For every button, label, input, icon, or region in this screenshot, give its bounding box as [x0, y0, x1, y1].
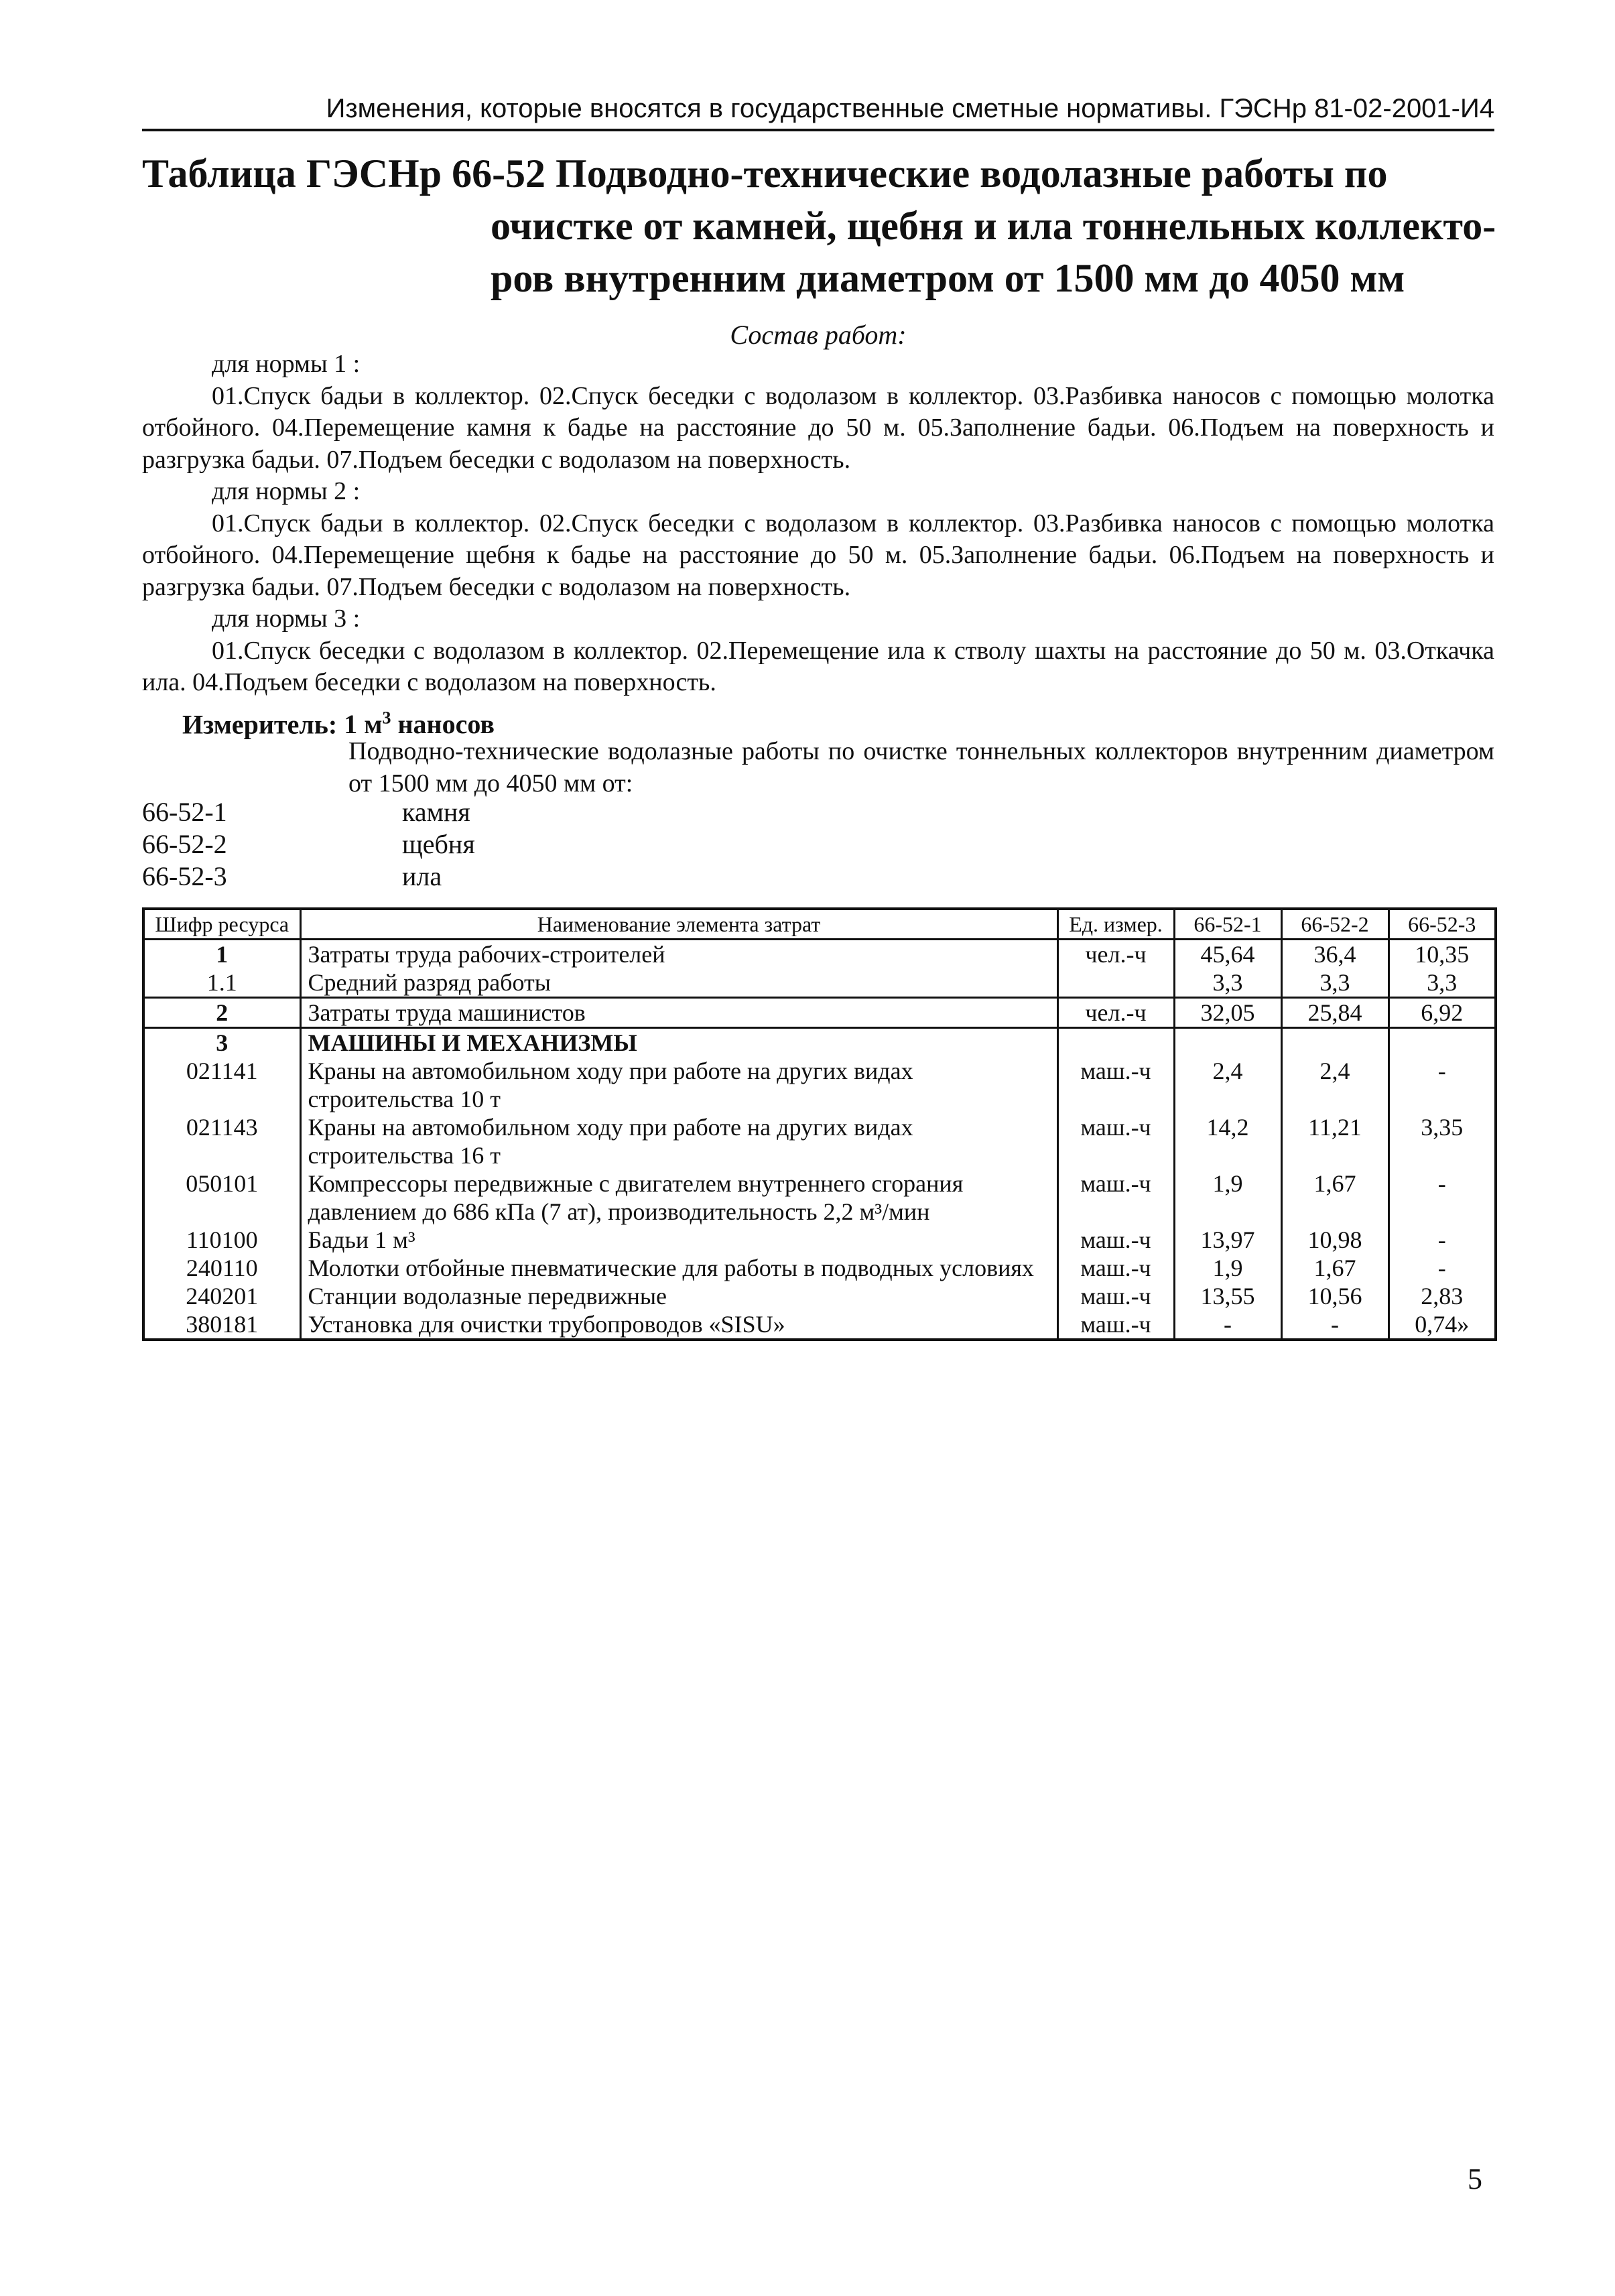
norm-code: 66-52-1 — [142, 797, 227, 827]
resource-code: 1.1 — [143, 968, 300, 998]
resource-code: 021141 — [143, 1057, 300, 1113]
norm-code-label: щебня — [402, 829, 475, 859]
resource-name: Бадьи 1 м³ — [300, 1226, 1057, 1254]
resource-name: Компрессоры передвижные с двигателем внутреннего сгорания давлением до 686 кПа (7 ат), производительность 2,2 м³/мин — [300, 1169, 1057, 1226]
resource-name: Молотки отбойные пневматические для работы в подводных условиях — [300, 1254, 1057, 1282]
resource-unit: маш.-ч — [1057, 1282, 1174, 1310]
header-code: Шифр ресурса — [143, 909, 300, 940]
meter-value-prefix: 1 м — [344, 709, 383, 740]
value-66-52-1: 2,4 — [1174, 1057, 1281, 1113]
value-66-52-1: 1,9 — [1174, 1169, 1281, 1226]
resource-name: Станции водолазные передвижные — [300, 1282, 1057, 1310]
table-row — [143, 1310, 1496, 1340]
resource-code: 021143 — [143, 1113, 300, 1169]
value-66-52-2: 10,56 — [1281, 1282, 1388, 1310]
value-66-52-3: 3,3 — [1388, 968, 1496, 998]
table-row — [143, 1113, 1496, 1169]
value-66-52-3: 2,83 — [1388, 1282, 1496, 1310]
value-66-52-1: 14,2 — [1174, 1113, 1281, 1169]
resource-unit — [1057, 1028, 1174, 1058]
value-66-52-2: 10,98 — [1281, 1226, 1388, 1254]
table-row — [143, 1282, 1496, 1310]
resource-code: 3 — [143, 1028, 300, 1058]
header-66-52-3: 66-52-3 — [1388, 909, 1496, 940]
value-66-52-2: 36,4 — [1281, 940, 1388, 969]
table-title-line-2: очистке от камней, щебня и ила тоннельных коллекто- — [491, 204, 1496, 248]
table-row — [143, 1254, 1496, 1282]
value-66-52-3 — [1388, 1028, 1496, 1058]
value-66-52-3: - — [1388, 1226, 1496, 1254]
value-66-52-1: - — [1174, 1310, 1281, 1340]
table-row — [143, 940, 1496, 969]
value-66-52-2: - — [1281, 1310, 1388, 1340]
resource-code: 240110 — [143, 1254, 300, 1282]
table-row — [143, 968, 1496, 998]
meter-value-sup: 3 — [382, 708, 391, 728]
resource-unit: маш.-ч — [1057, 1310, 1174, 1340]
norm-code: 66-52-2 — [142, 829, 227, 859]
resource-code: 050101 — [143, 1169, 300, 1226]
page-number: 5 — [1468, 2163, 1482, 2195]
value-66-52-2: 11,21 — [1281, 1113, 1388, 1169]
norm-3-text: 01.Спуск беседки с водолазом в коллектор. 02.Перемещение ила к стволу шахты на расстояние до 50 м. 03.Откачка ила. 04.Подъем беседки с водолазом на поверхность. — [142, 636, 1494, 696]
resource-code: 110100 — [143, 1226, 300, 1254]
composition-of-work — [142, 348, 1494, 699]
resource-code: 240201 — [143, 1282, 300, 1310]
resource-name: Затраты труда рабочих-строителей — [300, 940, 1057, 969]
norm-code-label: камня — [402, 797, 470, 827]
running-header: Изменения, которые вносятся в государственные сметные нормативы. ГЭСНр 81-02-2001-И4 — [142, 92, 1494, 131]
value-66-52-2: 1,67 — [1281, 1254, 1388, 1282]
value-66-52-1 — [1174, 1028, 1281, 1058]
resource-code: 1 — [143, 940, 300, 969]
header-66-52-1: 66-52-1 — [1174, 909, 1281, 940]
intro-text: Подводно-технические водолазные работы по очистке тоннельных коллекторов внутренним диаметром от 1500 мм до 4050 мм от: — [348, 737, 1494, 798]
resource-unit: чел.-ч — [1057, 940, 1174, 969]
resource-name: Средний разряд работы — [300, 968, 1057, 998]
table-row — [143, 1057, 1496, 1113]
value-66-52-2 — [1281, 1028, 1388, 1058]
resource-name: Затраты труда машинистов — [300, 998, 1057, 1028]
table-header-row — [143, 909, 1496, 940]
resource-name: Установка для очистки трубопроводов «SISU» — [300, 1310, 1057, 1340]
resource-code: 380181 — [143, 1310, 300, 1340]
header-unit: Ед. измер. — [1057, 909, 1174, 940]
header-name: Наименование элемента затрат — [300, 909, 1057, 940]
value-66-52-1: 1,9 — [1174, 1254, 1281, 1282]
value-66-52-3: 10,35 — [1388, 940, 1496, 969]
value-66-52-1: 32,05 — [1174, 998, 1281, 1028]
norm-1-text: 01.Спуск бадьи в коллектор. 02.Спуск беседки с водолазом в коллектор. 03.Разбивка наносов с помощью молотка отбойного. 04.Перемещение камня к бадье на расстояние до 50 м. 05.Заполнение бадьи. 06.Подъем на поверхность и разгрузка бадьи. 07.Подъем беседки с водолазом на поверхность. — [142, 381, 1494, 474]
meter-value-suffix: наносов — [391, 709, 495, 740]
header-66-52-2: 66-52-2 — [1281, 909, 1388, 940]
norm-code: 66-52-3 — [142, 861, 227, 891]
value-66-52-2: 25,84 — [1281, 998, 1388, 1028]
value-66-52-3: 3,35 — [1388, 1113, 1496, 1169]
value-66-52-3: - — [1388, 1057, 1496, 1113]
value-66-52-3: 6,92 — [1388, 998, 1496, 1028]
table-title — [142, 147, 1494, 304]
value-66-52-1: 13,55 — [1174, 1282, 1281, 1310]
table-title-line-1: Таблица ГЭСНр 66-52 Подводно-технические водолазные работы по — [142, 151, 1388, 196]
resource-name: Краны на автомобильном ходу при работе на других видах строительства 10 т — [300, 1057, 1057, 1113]
norm-code-label: ила — [402, 861, 442, 891]
resource-unit — [1057, 968, 1174, 998]
norm-2-label: для нормы 2 : — [212, 477, 361, 505]
norm-code-row — [142, 796, 475, 828]
value-66-52-3: - — [1388, 1254, 1496, 1282]
value-66-52-1: 3,3 — [1174, 968, 1281, 998]
norm-3-label: для нормы 3 : — [212, 604, 361, 633]
resource-code: 2 — [143, 998, 300, 1028]
norm-codes-list — [142, 796, 475, 893]
value-66-52-1: 45,64 — [1174, 940, 1281, 969]
table-row — [143, 1169, 1496, 1226]
meter-label: Измеритель: — [182, 709, 338, 740]
resources-table — [142, 907, 1497, 1341]
resource-unit: маш.-ч — [1057, 1113, 1174, 1169]
composition-heading: Состав работ: — [730, 320, 907, 350]
table-row — [143, 1028, 1496, 1058]
resource-unit: чел.-ч — [1057, 998, 1174, 1028]
norm-1-label: для нормы 1 : — [212, 350, 361, 378]
table-row — [143, 998, 1496, 1028]
section-heading: МАШИНЫ И МЕХАНИЗМЫ — [300, 1028, 1057, 1058]
value-66-52-2: 1,67 — [1281, 1169, 1388, 1226]
value-66-52-3: 0,74» — [1388, 1310, 1496, 1340]
norm-code-row — [142, 860, 475, 893]
resource-unit: маш.-ч — [1057, 1226, 1174, 1254]
resource-unit: маш.-ч — [1057, 1057, 1174, 1113]
table-title-line-3: ров внутренним диаметром от 1500 мм до 4050 мм — [491, 256, 1405, 300]
norm-code-row — [142, 828, 475, 860]
value-66-52-3: - — [1388, 1169, 1496, 1226]
value-66-52-2: 2,4 — [1281, 1057, 1388, 1113]
table-row — [143, 1226, 1496, 1254]
value-66-52-2: 3,3 — [1281, 968, 1388, 998]
value-66-52-1: 13,97 — [1174, 1226, 1281, 1254]
norm-2-text: 01.Спуск бадьи в коллектор. 02.Спуск беседки с водолазом в коллектор. 03.Разбивка наносов с помощью молотка отбойного. 04.Перемещение щебня к бадье на расстояние до 50 м. 05.Заполнение бадьи. 06.Подъем на поверхность и разгрузка бадьи. 07.Подъем беседки с водолазом на поверхность. — [142, 509, 1494, 601]
resource-unit: маш.-ч — [1057, 1169, 1174, 1226]
resource-name: Краны на автомобильном ходу при работе на других видах строительства 16 т — [300, 1113, 1057, 1169]
resource-unit: маш.-ч — [1057, 1254, 1174, 1282]
